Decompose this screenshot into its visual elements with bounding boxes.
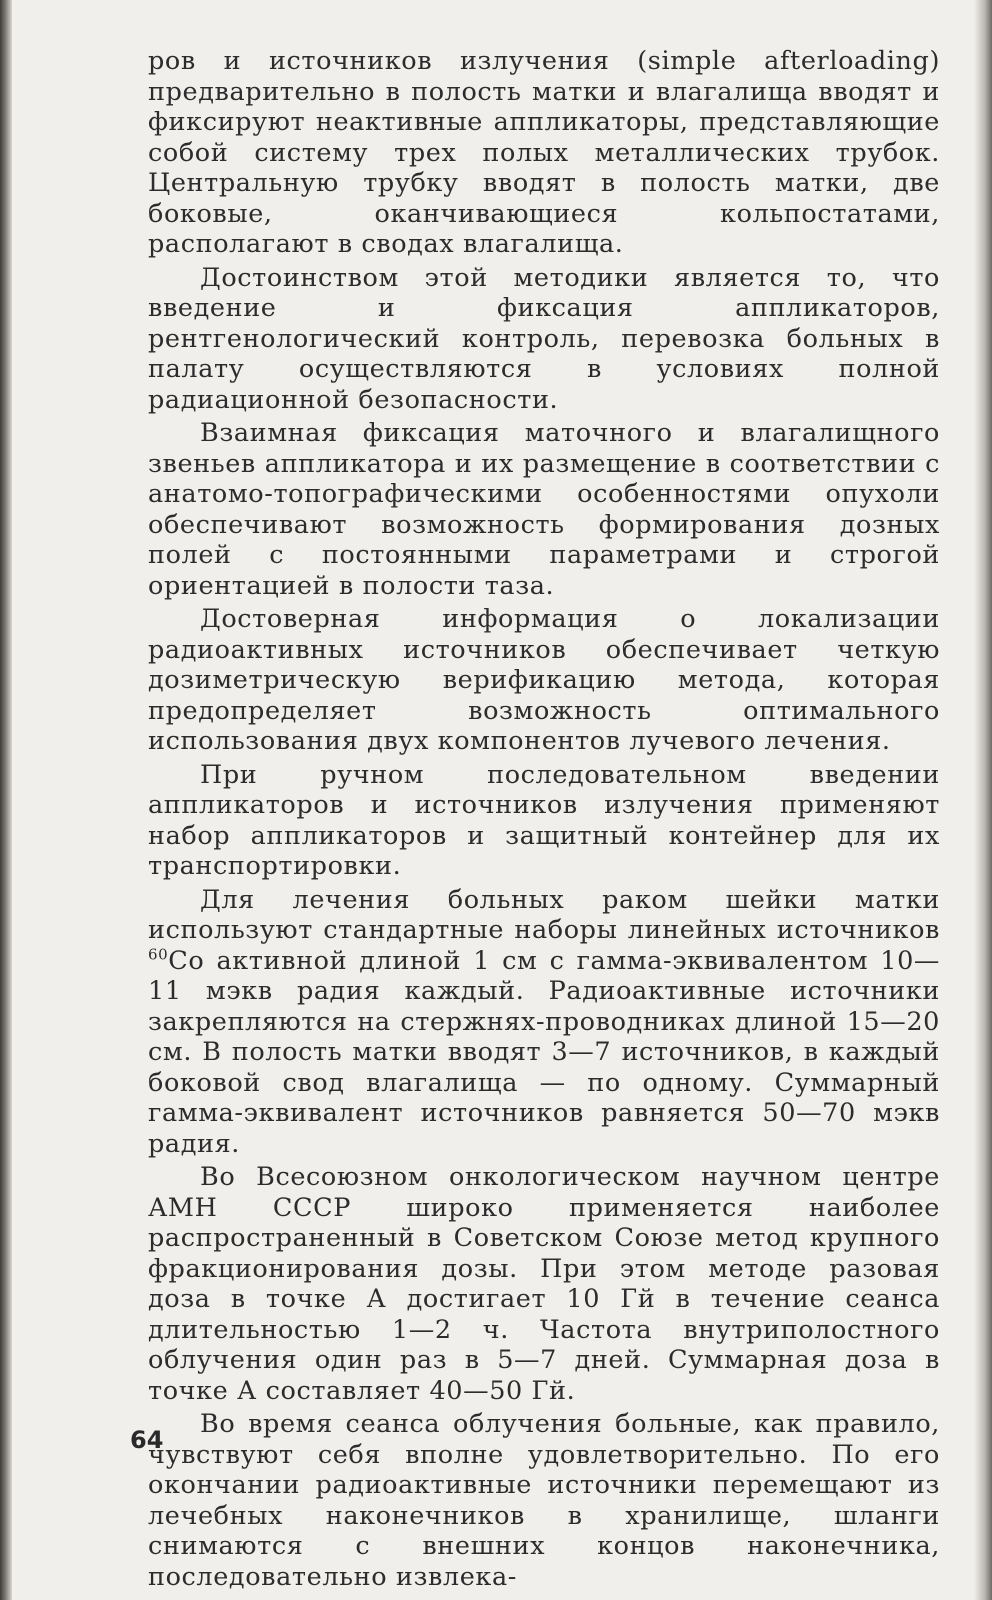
book-spine-shadow <box>0 0 12 1600</box>
paragraph-7: Во Всесоюзном онкологическом научном центре АМН СССР широко применяется наиболее распространенный в Советском Союзе метод крупного фракционирования дозы. При этом методе разовая доза в точке А достигает 10 Гй в течение сеанса длительностью 1—2 ч. Частота внутриполостного облучения один раз в 5—7 дней. Суммарная доза в точке А составляет 40—50 Гй. <box>148 1162 940 1406</box>
paragraph-3: Взаимная фиксация маточного и влагалищного звеньев аппликатора и их размещение в соответствии с анатомо-топографическими особенностями опухоли обеспечивают возможность формирования дозных полей с постоянными параметрами и строгой ориентацией в полости таза. <box>148 418 940 601</box>
paragraph-6 <box>148 885 940 1160</box>
body-text <box>148 46 940 1592</box>
paragraph-2: Достоинством этой методики является то, что введение и фиксация аппликаторов, рентгенологический контроль, перевозка больных в палату осуществляются в условиях полной радиационной безопасности. <box>148 262 940 415</box>
paragraph-8: Во время сеанса облучения больные, как правило, чувствуют себя вполне удовлетворительно. По его окончании радиоактивные источники перемещают из лечебных наконечников в хранилище, шланги снимаются с внешних концов наконечника, последовательно извлека- <box>148 1409 940 1592</box>
cobalt-text-before: Для лечения больных раком шейки матки используют стандартные наборы линейных источников <box>148 884 940 945</box>
paragraph-5: При ручном последовательном введении аппликаторов и источников излучения применяют набор аппликаторов и защитный контейнер для их транспортировки. <box>148 759 940 881</box>
page-number: 64 <box>130 1426 164 1454</box>
paragraph-1: ров и источников излучения (simple afterloading) предварительно в полость матки и влагалища вводят и фиксируют неактивные аппликаторы, представляющие собой систему трех полых металлических трубок. Центральную трубку вводят в полость матки, две боковые, оканчивающиеся кольпостатами, располагают в сводах влагалища. <box>148 46 940 259</box>
cobalt-text-after: Co активной длиной 1 см с гамма-эквивалентом 10—11 мэкв радия каждый. Радиоактивные источники закрепляются на стержнях-проводниках длиной 15—20 см. В полость матки вводят 3—7 источников, в каждый боковой свод влагалища — по одному. Суммарный гамма-эквивалент источников равняется 50—70 мэкв радия. <box>148 945 940 1159</box>
page-edge-shadow <box>974 0 992 1600</box>
paragraph-4: Достоверная информация о локализации радиоактивных источников обеспечивает четкую дозиметрическую верификацию метода, которая предопределяет возможность оптимального использования двух компонентов лучевого лечения. <box>148 604 940 756</box>
isotope-mass-number: 60 <box>148 945 169 963</box>
